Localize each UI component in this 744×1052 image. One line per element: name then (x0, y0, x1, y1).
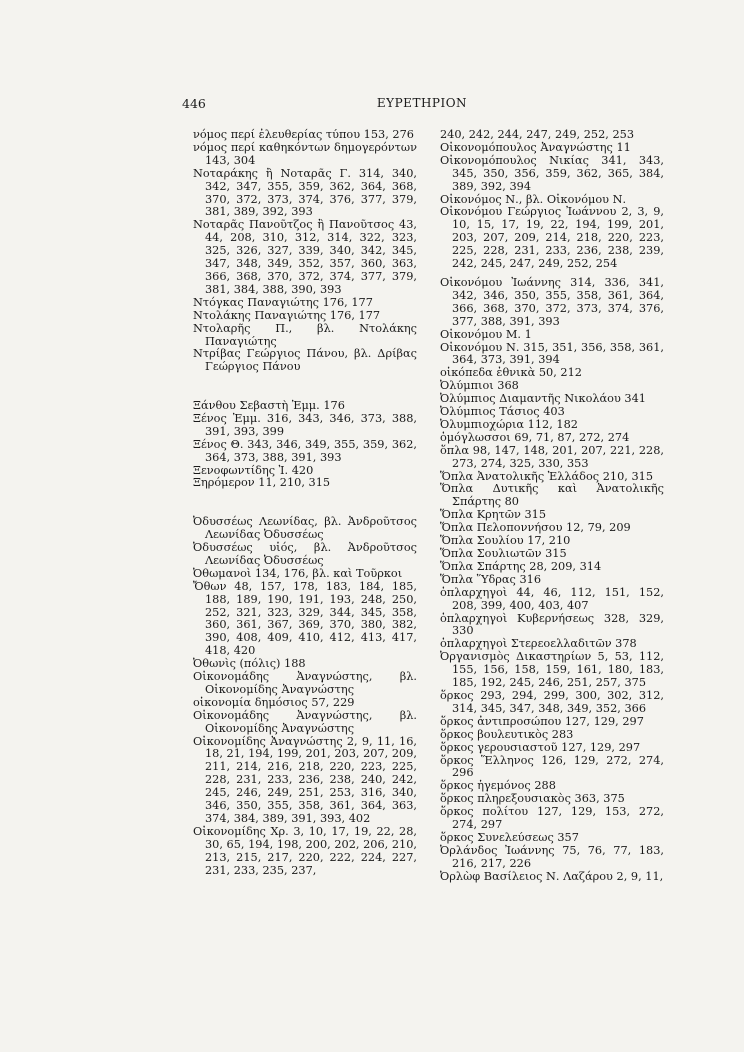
index-entry: ὅρκος βουλευτικὸς 283 (440, 727, 574, 741)
index-entry: Οἰκονομίδης Ἀναγνώστης 2, 9, 11, 16, 18, 21, 194, 199, 201, 203, 207, 209, 211, 214, 216, 218, 220, 223, 225, 228, 231, 233, 236, 238, 240, 242, 245, 246, 249, 251, 253, 316, 340, 346, 350, 355, 358, 361, 364, 363, 374, 384, 389, 391, 393, 402 (193, 734, 417, 825)
entry-spacer (193, 490, 417, 516)
index-entry: Ξηρόμερον 11, 210, 315 (193, 476, 331, 490)
index-column-right (440, 129, 664, 884)
index-entry: Ὀργανισμὸς Δικαστηρίων 5, 53, 112, 155, 156, 158, 159, 161, 180, 183, 185, 192, 245, 246, 251, 257, 375 (440, 650, 664, 690)
index-entry: Ξάνθου Σεβαστὴ Ἐμμ. 176 (193, 399, 345, 413)
index-entry: Οἰκονομάδης Ἀναγνώστης, βλ. Οἰκονομίδης Ἀναγνώστης (193, 708, 417, 735)
index-entry: ὅρκος Ἕλληνος 126, 129, 272, 274, 296 (440, 753, 664, 780)
index-entry: Ὀλύμπιος Διαμαντῆς Νικολάου 341 (440, 392, 646, 406)
index-entry: Οἰκονομάδης Ἀναγνώστης, βλ. Οἰκονομίδης Ἀναγνώστης (193, 670, 417, 696)
index-entry: Οἰκονόμου Γεώργιος Ἰωάννου 2, 3, 9, 10, 15, 17, 19, 22, 194, 199, 201, 203, 207, 209, 214, 218, 220, 223, 225, 228, 231, 233, 236, 238, 239, 242, 245, 247, 249, 252, 254 (440, 205, 664, 271)
index-entry: ὁμόγλωσσοι 69, 71, 87, 272, 274 (440, 430, 630, 444)
index-entry: ὁπλαρχηγοὶ Κυβερνήσεως 328, 329, 330 (440, 611, 664, 638)
index-entry: ὅπλα 98, 147, 148, 201, 207, 221, 228, 273, 274, 325, 330, 353 (440, 443, 664, 470)
index-entry: ὅρκος πολίτου 127, 129, 153, 272, 274, 297 (440, 805, 664, 832)
index-entry: Ντόγκας Παναγιώτης 176, 177 (193, 295, 373, 309)
index-entry: Ὅπλα Δυτικῆς καὶ Ἀνατολικῆς Σπάρτης 80 (440, 482, 664, 509)
index-entry: Ὅπλα Ἀνατολικῆς Ἑλλάδος 210, 315 (440, 469, 654, 483)
index-entry: ὅρκος πληρεξουσιακὸς 363, 375 (440, 792, 625, 806)
index-entry: Οἰκονόμος Ν., βλ. Οἰκονόμου Ν. (440, 192, 627, 206)
index-entry: Ὄθων 48, 157, 178, 183, 184, 185, 188, 189, 190, 191, 193, 248, 250, 252, 321, 323, 329, 344, 345, 358, 360, 361, 367, 369, 370, 380, 382, 390, 408, 409, 410, 412, 413, 417, 418, 420 (193, 579, 417, 658)
index-entry: Ὀδυσσέως υἱός, βλ. Ἀνδροῦτσος Λεωνίδας Ὀδυσσέως (193, 540, 417, 567)
index-entry: οἰκονομία δημόσιος 57, 229 (193, 695, 355, 709)
index-entry: Οἰκονόμου Ν. 315, 351, 356, 358, 361, 364, 373, 391, 394 (440, 340, 664, 367)
index-entry: ὁπλαρχηγοὶ 44, 46, 112, 151, 152, 208, 399, 400, 403, 407 (440, 585, 664, 612)
index-entry: Οἰκονομόπουλος Ἀναγνώστης 11 (440, 140, 631, 154)
index-entry: Ὅπλα Σουλίου 17, 210 (440, 534, 571, 548)
entry-spacer (193, 374, 417, 400)
index-entry: 240, 242, 244, 247, 249, 252, 253 (440, 128, 635, 141)
index-entry: Ντολάκης Παναγιώτης 176, 177 (193, 308, 381, 322)
index-entry: Ξένος Θ. 343, 346, 349, 355, 359, 362, 364, 373, 388, 391, 393 (193, 437, 417, 464)
index-entry: Ὀρλὼφ Βασίλειος Ν. Λαζάρου 2, 9, 11, (440, 869, 664, 883)
index-entry: Ὀλύμπιος Τάσιος 403 (440, 405, 565, 419)
index-entry: ὅρκος ἡγεμόνος 288 (440, 779, 556, 793)
index-entry: Ὀθωμανοὶ 134, 176, βλ. καὶ Τοῦρκοι (193, 566, 403, 580)
index-entry: νόμος περί καθηκόντων δημογερόντων 143, 304 (193, 140, 417, 167)
index-entry: Οἰκονόμου Ἰωάννης 314, 336, 341, 342, 346, 350, 355, 358, 361, 364, 366, 368, 370, 372, 373, 374, 376, 377, 388, 391, 393 (440, 275, 664, 328)
index-entry: Ντολαρῆς Π., βλ. Ντολάκης Παναγιώτης (193, 321, 417, 348)
index-entry: Ὅπλα Σπάρτης 28, 209, 314 (440, 559, 602, 573)
index-entry: Ὅπλα Κρητῶν 315 (440, 508, 547, 522)
page-number: 446 (182, 96, 206, 111)
index-entry: ὅρκος ἀντιπροσώπου 127, 129, 297 (440, 714, 644, 728)
index-entry: Ξενοφωντίδης Ἰ. 420 (193, 463, 314, 477)
index-entry: Ὅπλα Ὕδρας 316 (440, 572, 542, 586)
index-entry: Ὀθωνὶς (πόλις) 188 (193, 657, 306, 671)
index-entry: ὅρκος Συνελεύσεως 357 (440, 830, 579, 844)
index-entry: Ξένος Ἐμμ. 316, 343, 346, 373, 388, 391, 393, 399 (193, 411, 417, 438)
index-entry: Οἰκονομίδης Χρ. 3, 10, 17, 19, 22, 28, 30, 65, 194, 198, 200, 202, 206, 210, 213, 215, 217, 220, 222, 224, 227, 231, 233, 235, 237, (193, 824, 417, 877)
index-column-left (193, 129, 417, 878)
index-entry: Νοταράκης ἢ Νοταρᾶς Γ. 314, 340, 342, 347, 355, 359, 362, 364, 368, 370, 372, 373, 374, 376, 377, 379, 381, 389, 392, 393 (193, 166, 417, 219)
index-entry: Ὀλύμπιοι 368 (440, 379, 519, 393)
index-entry: Ὅπλα Σουλιωτῶν 315 (440, 547, 567, 560)
index-entry: νόμος περί ἐλευθερίας τύπου 153, 276 (193, 128, 414, 141)
index-entry: Ὅπλα Πελοποννήσου 12, 79, 209 (440, 521, 631, 535)
index-entry: Ὀλυμπιοχώρια 112, 182 (440, 417, 578, 431)
index-entry: Οἰκονόμου Μ. 1 (440, 327, 532, 341)
index-entry: Ὀρλάνδος Ἰωάννης 75, 76, 77, 183, 216, 217, 226 (440, 843, 664, 870)
index-entry: ὅρκος 293, 294, 299, 300, 302, 312, 314, 345, 347, 348, 349, 352, 366 (440, 688, 664, 715)
index-entry: Νοταρᾶς Πανοῦτζος ἢ Πανοῦτσος 43, 44, 208, 310, 312, 314, 322, 323, 325, 326, 327, 339, 340, 342, 345, 347, 348, 349, 352, 357, 360, 363, 366, 368, 370, 372, 374, 377, 379, 381, 384, 388, 390, 393 (193, 218, 417, 296)
page-header (182, 96, 662, 114)
index-entry: Ντρίβας Γεώργιος Πάνου, βλ. Δρίβας Γεώργιος Πάνου (193, 347, 417, 374)
index-entry: Οἰκονομόπουλος Νικίας 341, 343, 345, 350, 356, 359, 362, 365, 384, 389, 392, 394 (440, 153, 664, 193)
index-entry: ὁπλαρχηγοὶ Στερεοελλαδιτῶν 378 (440, 637, 637, 651)
index-entry: ὅρκος γερουσιαστοῦ 127, 129, 297 (440, 740, 641, 754)
running-head: ΕΥΡΕΤΗΡΙΟΝ (376, 96, 468, 110)
index-entry: Ὀδυσσέως Λεωνίδας, βλ. Ἀνδροῦτσος Λεωνίδας Ὀδυσσέως (193, 515, 417, 542)
index-entry: οἰκόπεδα ἐθνικὰ 50, 212 (440, 366, 582, 380)
